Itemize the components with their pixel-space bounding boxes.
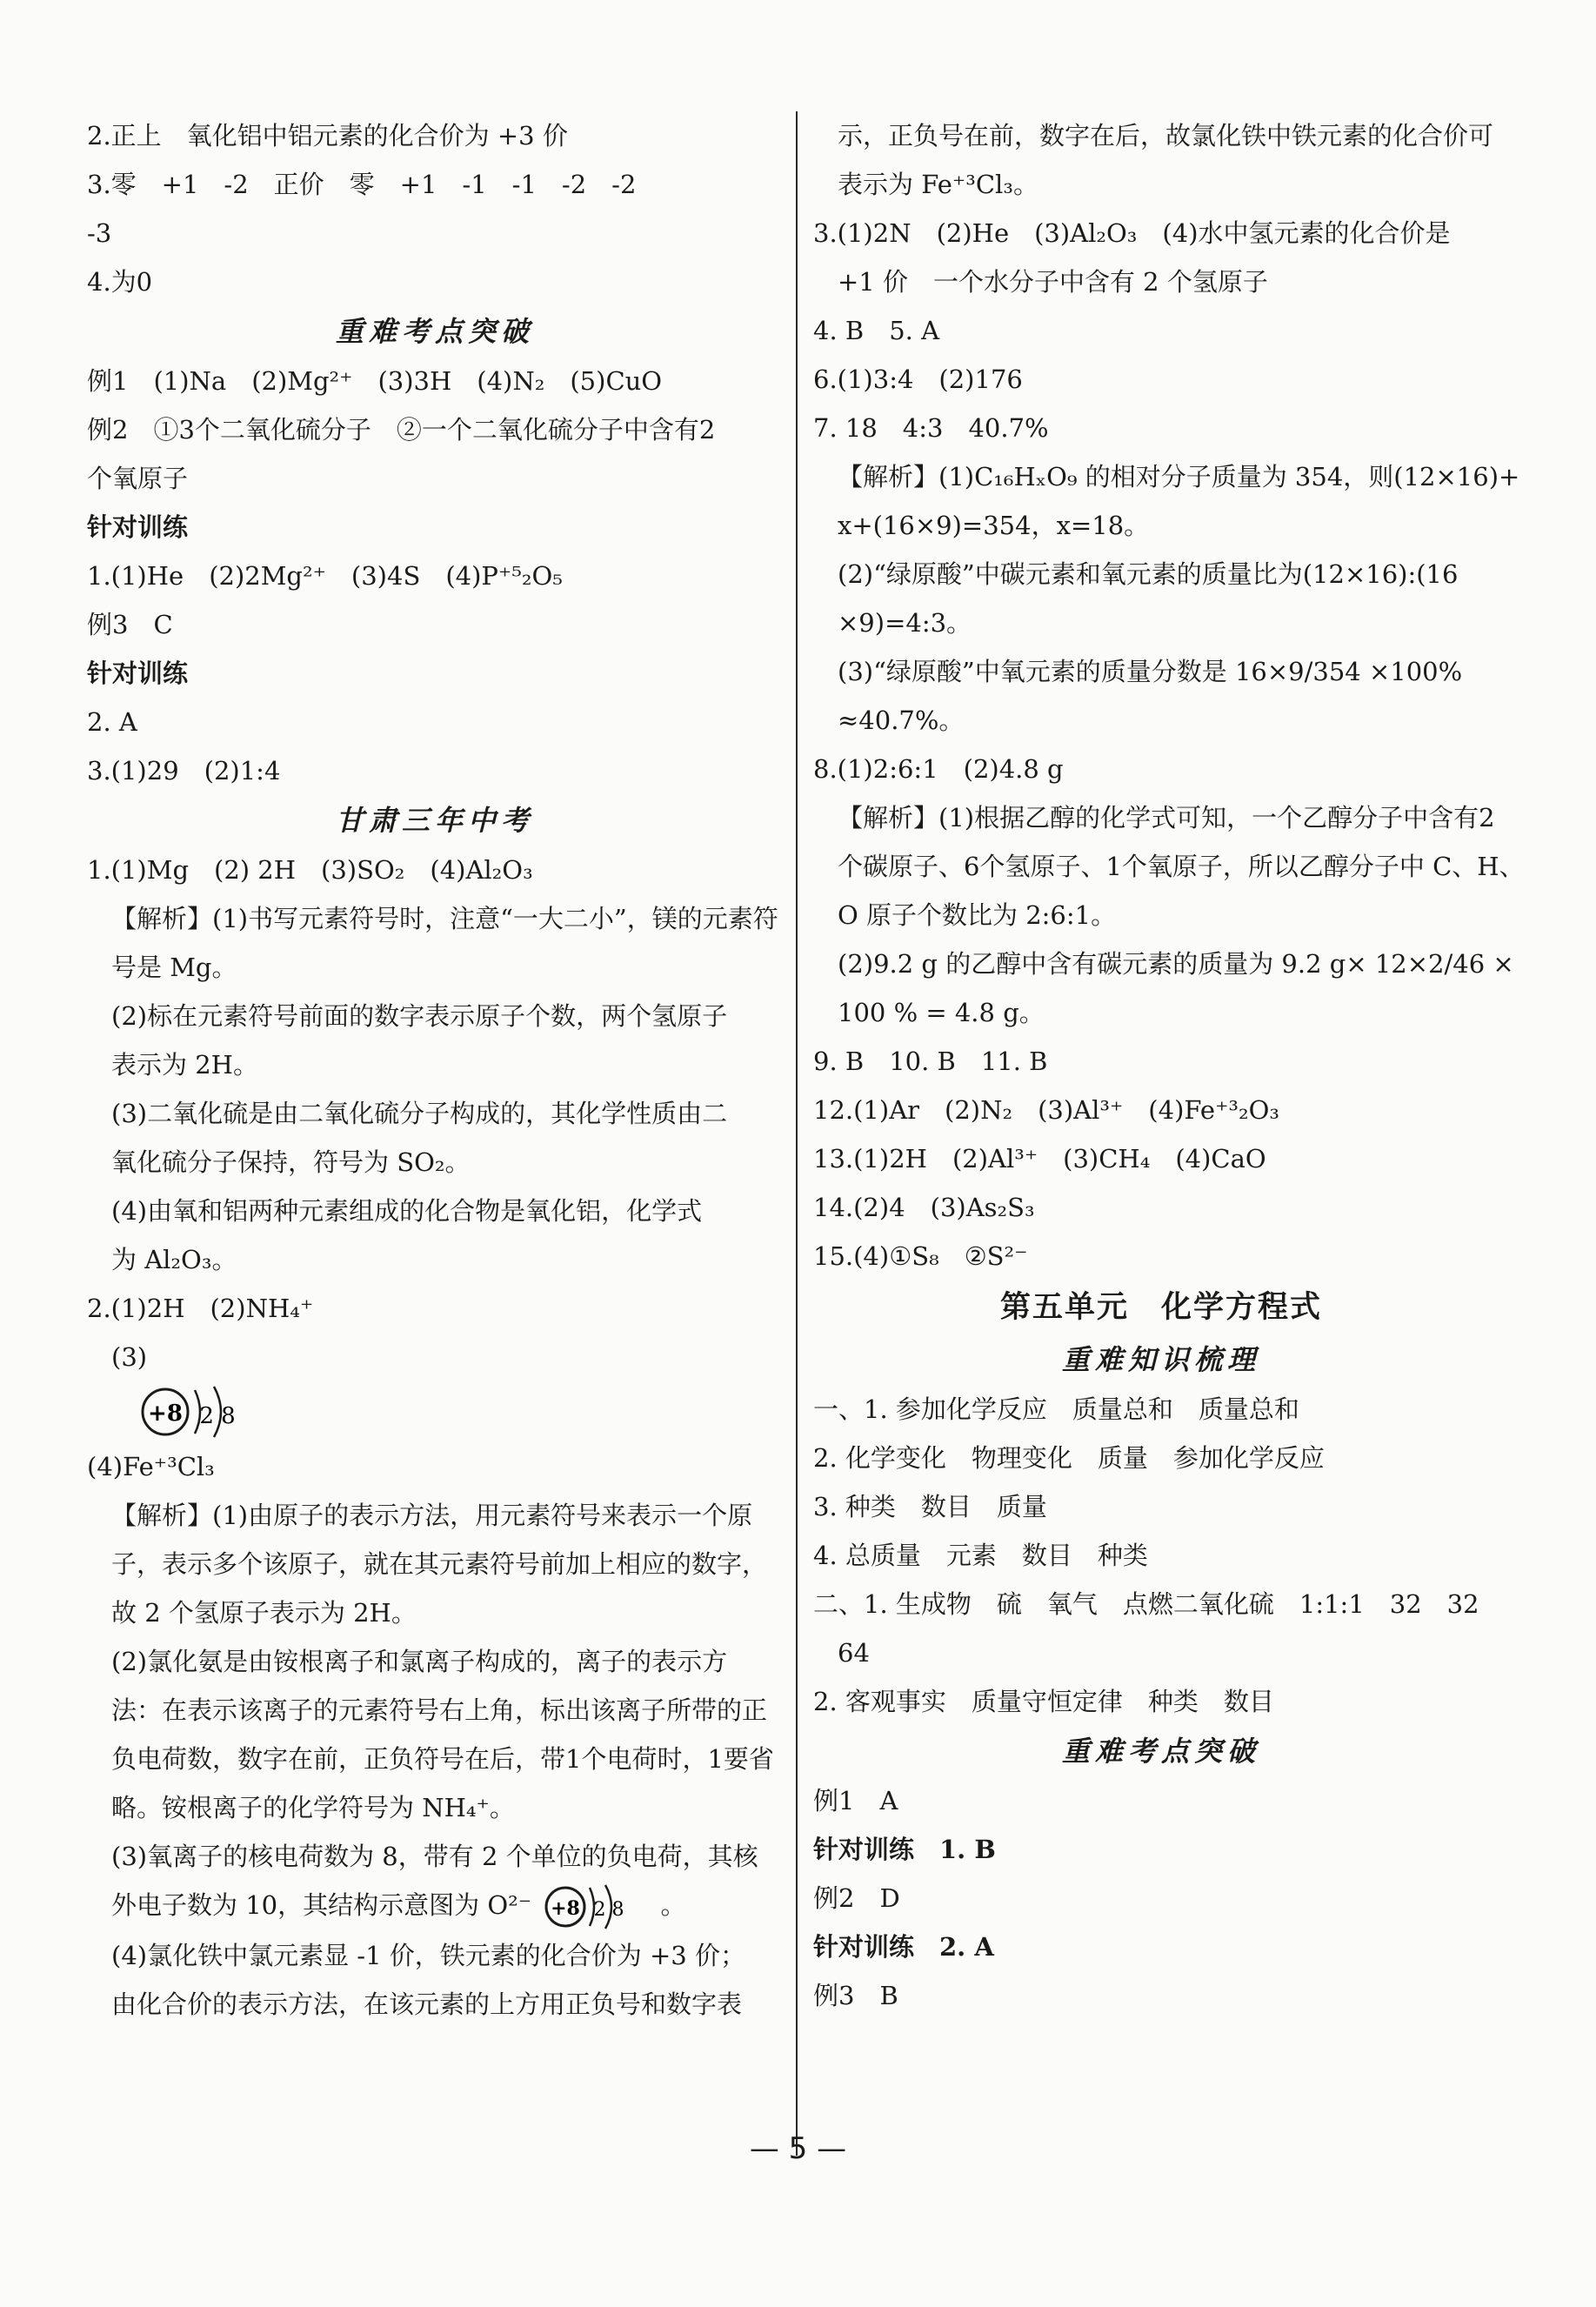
subheading: 针对训练 bbox=[87, 659, 189, 688]
answer-line: 4. B 5. A bbox=[813, 316, 940, 345]
analysis-line: 为 Al₂O₃。 bbox=[111, 1245, 237, 1274]
analysis-line: 法：在表示该离子的元素符号右上角，标出该离子所带的正 bbox=[111, 1695, 768, 1725]
oxygen-ion-structure-diagram bbox=[87, 1381, 278, 1442]
answer-line: -3 bbox=[87, 218, 112, 248]
analysis-line: 100 % = 4.8 g。 bbox=[838, 998, 1045, 1027]
analysis-line: 子，表示多个该原子，就在其元素符号前加上相应的数字， bbox=[111, 1549, 768, 1579]
answer-line: (3) bbox=[111, 1342, 148, 1372]
analysis-line: 个碳原子、6个氢原子、1个氧原子，所以乙醇分子中 C、H、 bbox=[838, 852, 1525, 881]
answer-line: 2.(1)2H (2)NH₄⁺ bbox=[87, 1294, 314, 1323]
section-heading: 重难考点突破 bbox=[335, 315, 534, 348]
answer-line: 4. 总质量 元素 数目 种类 bbox=[813, 1541, 1148, 1570]
answer-line: 13.(1)2H (2)Al³⁺ (3)CH₄ (4)CaO bbox=[813, 1144, 1266, 1174]
analysis-line: 表示为 2H。 bbox=[111, 1050, 258, 1080]
answer-line: (4)Fe⁺³Cl₃ bbox=[87, 1452, 215, 1481]
answer-line: 针对训练 1. B bbox=[813, 1835, 996, 1864]
analysis-line: (2)氯化氨是由铵根离子和氯离子构成的，离子的表示方 bbox=[111, 1647, 728, 1676]
answer-line: 1.(1)Mg (2) 2H (3)SO₂ (4)Al₂O₃ bbox=[87, 855, 533, 885]
analysis-line: 负电荷数，数字在前，正负符号在后，带1个电荷时，1要省 bbox=[111, 1744, 774, 1774]
answer-line: 3.(1)2N (2)He (3)Al₂O₃ (4)水中氢元素的化合价是 bbox=[813, 218, 1451, 248]
analysis-line: ≈40.7%。 bbox=[838, 705, 965, 735]
analysis-line: (3)“绿原酸”中氧元素的质量分数是 16×9/354 ×100% bbox=[838, 657, 1463, 686]
answer-line: 3.零 +1 -2 正价 零 +1 -1 -1 -2 -2 bbox=[87, 170, 637, 199]
analysis-line: O 原子个数比为 2:6:1。 bbox=[838, 900, 1117, 930]
answer-line: 4.为0 bbox=[87, 267, 153, 297]
analysis-text: 外电子数为 10，其结构示意图为 O²⁻ bbox=[111, 1890, 532, 1920]
analysis-line: 号是 Mg。 bbox=[111, 953, 237, 982]
answer-line: 7. 18 4:3 40.7% bbox=[813, 413, 1049, 443]
answer-line: 2. 化学变化 物理变化 质量 参加化学反应 bbox=[813, 1443, 1325, 1473]
unit-title: 第五单元 化学方程式 bbox=[999, 1289, 1322, 1325]
answer-line: 例3 B bbox=[813, 1981, 898, 2010]
answer-line: 例2 ①3个二氧化硫分子 ②一个二氧化硫分子中含有2 bbox=[87, 415, 716, 445]
answer-line: 1.(1)He (2)2Mg²⁺ (3)4S (4)P⁺⁵₂O₅ bbox=[87, 561, 563, 591]
page-number: — 5 — bbox=[749, 2131, 847, 2166]
analysis-line: (4)由氧和铝两种元素组成的化合物是氧化铝，化学式 bbox=[111, 1196, 703, 1226]
section-heading: 重难知识梳理 bbox=[1061, 1343, 1260, 1376]
answer-line: 例2 D bbox=[813, 1883, 900, 1913]
section-heading: 重难考点突破 bbox=[1061, 1735, 1260, 1768]
answer-line: 例3 C bbox=[87, 610, 173, 639]
analysis-line: 【解析】(1)C₁₆HₓO₉ 的相对分子质量为 354，则(12×16)+ bbox=[838, 462, 1520, 491]
analysis-line: 【解析】(1)书写元素符号时，注意“一大二小”，镁的元素符 bbox=[111, 904, 778, 933]
analysis-line: ×9)=4:3。 bbox=[838, 608, 972, 638]
answer-line: 9. B 10. B 11. B bbox=[813, 1047, 1048, 1076]
nucleus-charge: +8 bbox=[148, 1401, 183, 1427]
answer-line: 一、1. 参加化学反应 质量总和 质量总和 bbox=[813, 1394, 1299, 1424]
column-divider bbox=[796, 111, 798, 2156]
analysis-text: 。 bbox=[660, 1890, 686, 1920]
answer-line: 14.(2)4 (3)As₂S₃ bbox=[813, 1193, 1035, 1222]
answer-line: 2.正上 氧化铝中铝元素的化合价为 +3 价 bbox=[87, 121, 568, 150]
analysis-line: 略。铵根离子的化学符号为 NH₄⁺。 bbox=[111, 1793, 515, 1822]
shell-electrons: 2 8 bbox=[199, 1403, 236, 1429]
left-column bbox=[87, 111, 783, 2029]
answer-line: +1 价 一个水分子中含有 2 个氢原子 bbox=[838, 267, 1268, 297]
subheading: 针对训练 bbox=[87, 512, 189, 542]
answer-line: 3.(1)29 (2)1:4 bbox=[87, 756, 281, 786]
answer-line: 2. 客观事实 质量守恒定律 种类 数目 bbox=[813, 1687, 1274, 1716]
right-column bbox=[813, 111, 1525, 2020]
answer-line: 12.(1)Ar (2)N₂ (3)Al³⁺ (4)Fe⁺³₂O₃ bbox=[813, 1095, 1280, 1125]
nucleus-charge: +8 bbox=[551, 1897, 581, 1920]
answer-line: 2. A bbox=[87, 707, 137, 737]
analysis-line: (4)氯化铁中氯元素显 -1 价，铁元素的化合价为 +3 价； bbox=[111, 1941, 745, 1970]
answer-line: 6.(1)3:4 (2)176 bbox=[813, 364, 1023, 394]
analysis-line: x+(16×9)=354，x=18。 bbox=[838, 511, 1150, 540]
analysis-line: 故 2 个氢原子表示为 2H。 bbox=[111, 1598, 417, 1628]
answer-line: 二、1. 生成物 硫 氧气 点燃二氧化硫 1:1:1 32 32 bbox=[813, 1589, 1479, 1619]
answer-line: 8.(1)2:6:1 (2)4.8 g bbox=[813, 754, 1064, 784]
answer-line: 例1 (1)Na (2)Mg²⁺ (3)3H (4)N₂ (5)CuO bbox=[87, 366, 663, 396]
analysis-line bbox=[87, 1881, 783, 1931]
analysis-line: 由化合价的表示方法，在该元素的上方用正负号和数字表 bbox=[111, 1989, 743, 2019]
analysis-line: (3)氧离子的核电荷数为 8，带有 2 个单位的负电荷，其核 bbox=[111, 1842, 758, 1871]
answer-line: 3. 种类 数目 质量 bbox=[813, 1492, 1047, 1521]
answer-line: 例1 A bbox=[813, 1786, 898, 1816]
answer-line: 针对训练 2. A bbox=[813, 1932, 994, 1962]
analysis-line: 表示为 Fe⁺³Cl₃。 bbox=[838, 170, 1038, 199]
answer-line: 个氧原子 bbox=[87, 464, 189, 493]
analysis-line: (2)“绿原酸”中碳元素和氧元素的质量比为(12×16):(16 bbox=[838, 559, 1459, 589]
analysis-line: 【解析】(1)根据乙醇的化学式可知，一个乙醇分子中含有2 bbox=[838, 803, 1495, 833]
analysis-line: 氧化硫分子保持，符号为 SO₂。 bbox=[111, 1147, 471, 1177]
section-heading: 甘肃三年中考 bbox=[335, 804, 534, 837]
analysis-line: (2)9.2 g 的乙醇中含有碳元素的质量为 9.2 g× 12×2/46 × bbox=[838, 949, 1514, 979]
shell-electrons: 2 8 bbox=[593, 1899, 624, 1921]
analysis-line: 示，正负号在前，数字在后，故氯化铁中铁元素的化合价可 bbox=[838, 121, 1494, 150]
answer-line: 64 bbox=[838, 1638, 870, 1668]
analysis-line: (3)二氧化硫是由二氧化硫分子构成的，其化学性质由二 bbox=[111, 1099, 728, 1128]
analysis-line: 【解析】(1)由原子的表示方法，用元素符号来表示一个原 bbox=[111, 1501, 753, 1530]
oxygen-ion-structure-inline bbox=[539, 1882, 652, 1931]
answer-line: 15.(4)①S₈ ②S²⁻ bbox=[813, 1241, 1028, 1271]
analysis-line: (2)标在元素符号前面的数字表示原子个数，两个氢原子 bbox=[111, 1001, 728, 1031]
